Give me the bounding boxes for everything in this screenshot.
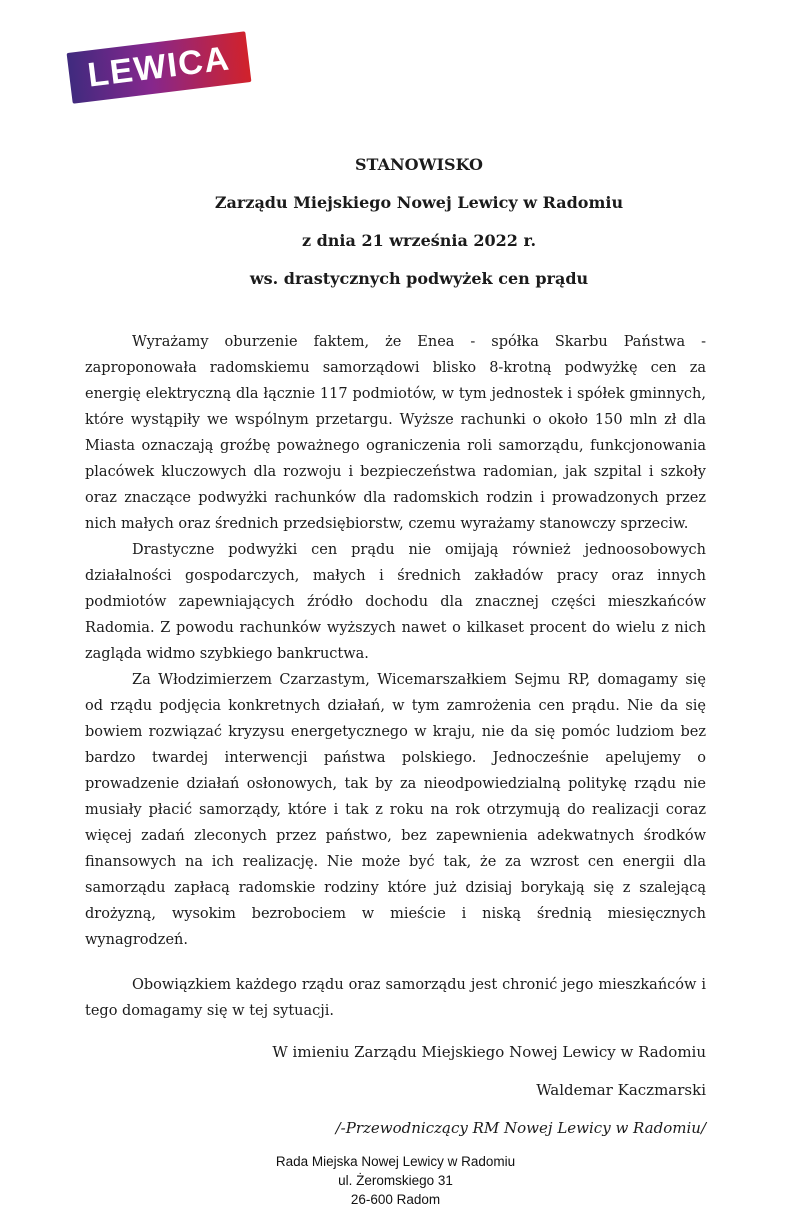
footer-city: 26-600 Radom	[350, 1192, 441, 1207]
lewica-logo	[67, 31, 252, 104]
paragraph-2: Drastyczne podwyżki cen prądu nie omijają również jednoosobowych działalności gospodarczych, małych i średnich zakładów pracy oraz innych podmiotów zapewniających źródło dochodu dla znacznej części mieszkańców Radomia. Z powodu rachunków wyższych nawet o kilkaset procent do wielu z nich zagląda widmo szybkiego bankructwa.	[85, 542, 706, 662]
footer-street: ul. Żeromskiego 31	[338, 1173, 453, 1188]
document-subtitle-subject: ws. drastycznych podwyżek cen prądu	[249, 269, 589, 288]
document-title: STANOWISKO	[355, 155, 483, 174]
document-body	[85, 329, 706, 1024]
document-subtitle-date: z dnia 21 września 2022 r.	[301, 231, 537, 250]
signature-block	[85, 1042, 706, 1138]
footer-address	[85, 1152, 706, 1209]
paragraph-4: Obowiązkiem każdego rządu oraz samorządu jest chronić jego mieszkańców i tego domagamy się w tej sytuacji.	[85, 977, 706, 1019]
footer-organization: Rada Miejska Nowej Lewicy w Radomiu	[275, 1154, 516, 1169]
lewica-logo-text: LEWICA	[85, 38, 233, 95]
signature-name: Waldemar Kaczmarski	[536, 1081, 706, 1099]
signature-on-behalf: W imieniu Zarządu Miejskiego Nowej Lewicy w Radomiu	[272, 1043, 706, 1061]
paragraph-3: Za Włodzimierzem Czarzastym, Wicemarszałkiem Sejmu RP, domagamy się od rządu podjęcia konkretnych działań, w tym zamrożenia cen prądu. Nie da się bowiem rozwiązać kryzysu energetycznego w kraju, nie da się pomóc ludziom bez bardzo twardej interwencji państwa polskiego. Jednocześnie apelujemy o prowadzenie działań osłonowych, tak by za nieodpowiedzialną politykę rządu nie musiały płacić samorządy, które i tak z roku na rok otrzymują do realizacji coraz więcej zadań zleconych przez państwo, bez zapewnienia adekwatnych środków finansowych na ich realizację. Nie może być tak, że za wzrost cen energii dla samorządu zapłacą radomskie rodziny które już dzisiaj borykają się z szalejącą drożyzną, wysokim bezrobociem w mieście i niską średnią miesięcznych wynagrodzeń.	[85, 672, 706, 948]
document-headings	[132, 156, 706, 287]
logo-area	[85, 0, 706, 120]
signature-role: /-Przewodniczący RM Nowej Lewicy w Radomiu/	[335, 1119, 706, 1137]
paragraph-1: Wyrażamy oburzenie faktem, że Enea - spółka Skarbu Państwa - zaproponowała radomskiemu samorządowi blisko 8-krotną podwyżkę cen za energię elektryczną dla łącznie 117 podmiotów, w tym jednostek i spółek gminnych, które wystąpiły we wspólnym przetargu. Wyższe rachunki o około 150 mln zł dla Miasta oznaczają groźbę poważnego ograniczenia roli samorządu, funkcjonowania placówek kluczowych dla rozwoju i bezpieczeństwa radomian, jak szpital i szkoły oraz znaczące podwyżki rachunków dla radomskich rodzin i prowadzonych przez nich małych oraz średnich przedsiębiorstw, czemu wyrażamy stanowczy sprzeciw.	[85, 334, 706, 532]
document-subtitle-organization: Zarządu Miejskiego Nowej Lewicy w Radomiu	[214, 193, 624, 212]
